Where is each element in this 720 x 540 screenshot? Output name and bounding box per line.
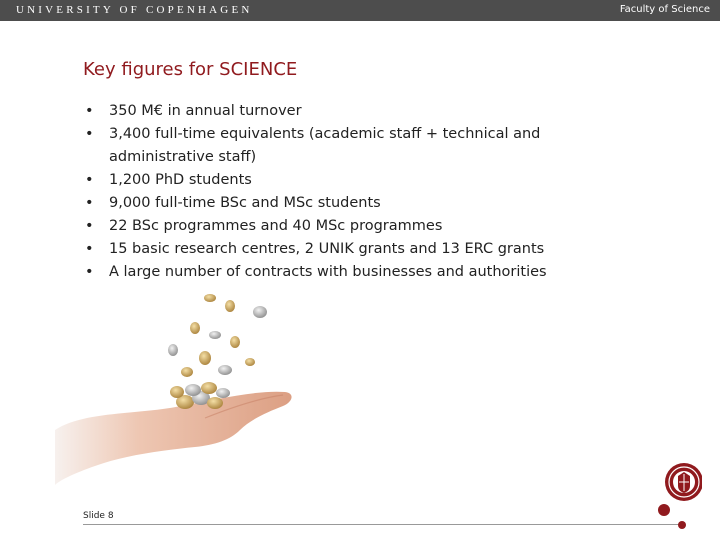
bullet-icon: • (85, 218, 94, 234)
list-item-text: A large number of contracts with businesses and authorities (109, 264, 547, 280)
bullet-list (82, 100, 622, 284)
list-item-text: 350 M€ in annual turnover (109, 103, 302, 119)
faculty-name: Faculty of Science (619, 4, 710, 15)
slide-title: Key figures for SCIENCE (83, 59, 298, 80)
bullet-icon: • (85, 195, 94, 211)
list-item-text: 3,400 full-time equivalents (academic staff + technical and administrative staff) (109, 126, 541, 165)
list-item-text: 1,200 PhD students (109, 172, 252, 188)
list-item (82, 169, 622, 192)
hand-with-coins-image (55, 280, 355, 520)
bullet-icon: • (85, 264, 94, 280)
header-bar (0, 0, 720, 21)
list-item (82, 100, 622, 123)
list-item (82, 123, 622, 169)
list-item-text: 9,000 full-time BSc and MSc students (109, 195, 381, 211)
list-item (82, 215, 622, 238)
bullet-icon: • (85, 126, 94, 142)
slide-number: Slide 8 (83, 511, 114, 521)
list-item (82, 238, 622, 261)
footer-divider (83, 524, 682, 525)
university-name: UNIVERSITY OF COPENHAGEN (16, 4, 253, 16)
bullet-icon: • (85, 103, 94, 119)
university-seal-icon (652, 460, 702, 520)
footer-dot-icon (678, 521, 686, 529)
bullet-icon: • (85, 172, 94, 188)
list-item-text: 15 basic research centres, 2 UNIK grants and 13 ERC grants (109, 241, 545, 257)
list-item-text: 22 BSc programmes and 40 MSc programmes (109, 218, 443, 234)
bullet-icon: • (85, 241, 94, 257)
list-item (82, 192, 622, 215)
